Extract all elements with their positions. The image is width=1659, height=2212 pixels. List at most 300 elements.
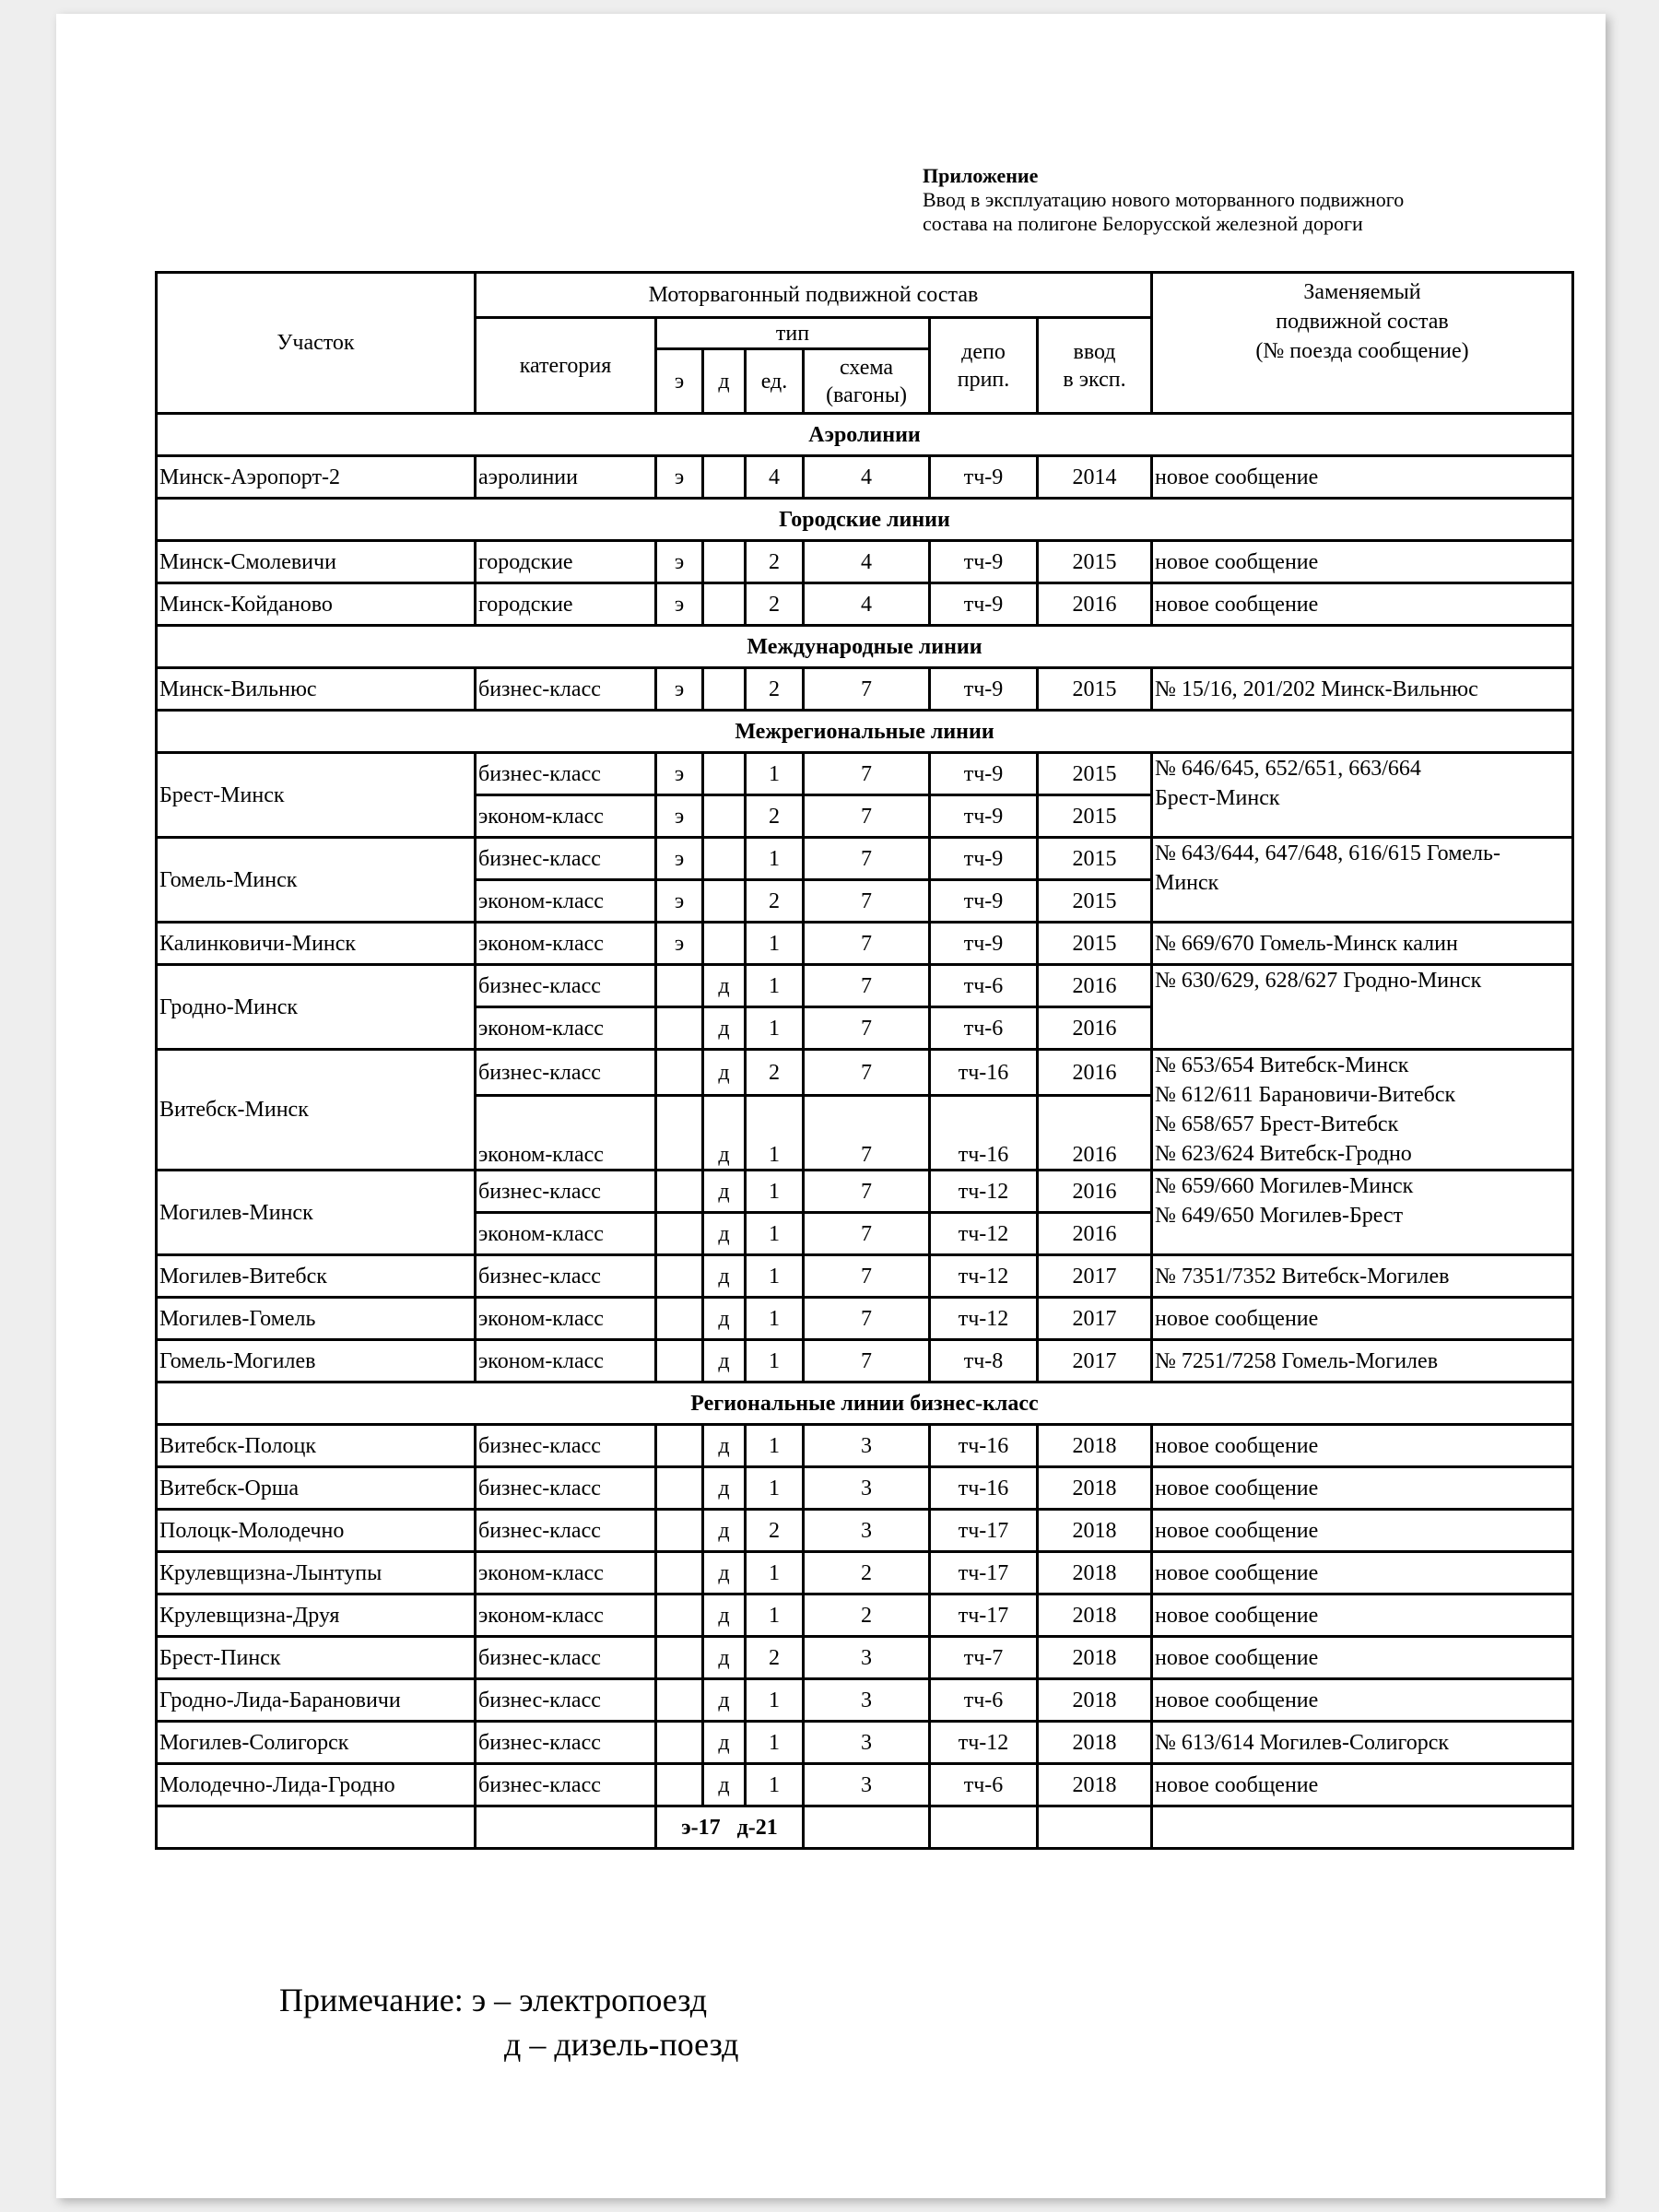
year-cell: 2018 [1038, 1764, 1152, 1806]
units-cell: 1 [746, 838, 804, 880]
scheme-cell: 3 [804, 1764, 930, 1806]
units-cell: 1 [746, 1552, 804, 1594]
header-scheme-line: схема [839, 355, 894, 380]
year-cell: 2018 [1038, 1510, 1152, 1552]
header-scheme-line: (вагоны) [826, 382, 907, 407]
year-cell: 2018 [1038, 1552, 1152, 1594]
year-cell: 2016 [1038, 1213, 1152, 1255]
diesel-cell: д [703, 1340, 746, 1382]
route-cell: Гомель-Могилев [157, 1340, 476, 1382]
units-cell: 2 [746, 795, 804, 838]
header-replaced-line: подвижной состав [1276, 310, 1449, 334]
electric-cell: э [656, 583, 703, 626]
category-cell: бизнес-класс [476, 1171, 656, 1213]
scheme-cell: 7 [804, 923, 930, 965]
table-row [157, 1425, 1573, 1467]
appendix-title: Приложение [923, 164, 1039, 187]
replaced-cell [1152, 1637, 1573, 1679]
header-section: Участок [157, 273, 476, 414]
total-row [157, 1806, 1573, 1849]
scheme-cell: 2 [804, 1552, 930, 1594]
scheme-cell: 7 [804, 1213, 930, 1255]
scheme-cell: 7 [804, 1298, 930, 1340]
replaced-cell [1152, 541, 1573, 583]
depot-cell: тч-9 [930, 668, 1038, 711]
depot-cell: тч-17 [930, 1510, 1038, 1552]
electric-cell [656, 1340, 703, 1382]
table-row [157, 1050, 1573, 1096]
appendix-line-2: состава на полигоне Белорусской железной дороги [923, 212, 1363, 235]
electric-cell [656, 1050, 703, 1096]
replaced-cell [1152, 1722, 1573, 1764]
route-cell: Крулевщизна-Друя [157, 1594, 476, 1637]
units-cell: 1 [746, 1213, 804, 1255]
table-row [157, 541, 1573, 583]
year-cell: 2018 [1038, 1467, 1152, 1510]
replaced-line: № 646/645, 652/651, 663/664 [1155, 757, 1421, 781]
appendix-line-1: Ввод в эксплуатацию нового моторванного подвижного [923, 188, 1405, 211]
total-empty [804, 1806, 930, 1849]
category-cell: эконом-класс [476, 923, 656, 965]
replaced-cell [1152, 1171, 1573, 1255]
header-type: тип [656, 318, 930, 349]
section-row [157, 499, 1573, 541]
electric-cell [656, 1213, 703, 1255]
replaced-line: № 649/650 Могилев-Брест [1155, 1204, 1404, 1228]
table-row [157, 668, 1573, 711]
note-diesel: д – дизель-поезд [504, 2026, 739, 2063]
section-title: Международные линии [157, 626, 1573, 668]
table-row [157, 1467, 1573, 1510]
replaced-line: новое сообщение [1155, 1433, 1319, 1458]
diesel-cell: д [703, 1679, 746, 1722]
scheme-cell: 4 [804, 583, 930, 626]
year-cell: 2014 [1038, 456, 1152, 499]
electric-cell [656, 1594, 703, 1637]
electric-cell [656, 1722, 703, 1764]
year-cell: 2018 [1038, 1722, 1152, 1764]
table-row [157, 456, 1573, 499]
category-cell: бизнес-класс [476, 668, 656, 711]
category-cell: бизнес-класс [476, 1255, 656, 1298]
replaced-cell [1152, 1594, 1573, 1637]
year-cell: 2015 [1038, 541, 1152, 583]
table-row [157, 1637, 1573, 1679]
diesel-cell: д [703, 1467, 746, 1510]
category-cell: эконом-класс [476, 795, 656, 838]
replaced-line: новое сообщение [1155, 1688, 1319, 1712]
year-cell: 2016 [1038, 583, 1152, 626]
units-cell: 1 [746, 923, 804, 965]
category-cell: эконом-класс [476, 1552, 656, 1594]
table-row [157, 1255, 1573, 1298]
electric-cell: э [656, 838, 703, 880]
category-cell: бизнес-класс [476, 1679, 656, 1722]
electric-cell [656, 1255, 703, 1298]
scheme-cell: 7 [804, 1171, 930, 1213]
header-replaced-line: Заменяемый [1303, 280, 1421, 304]
units-cell: 1 [746, 1722, 804, 1764]
scheme-cell: 7 [804, 1096, 930, 1171]
category-cell: бизнес-класс [476, 838, 656, 880]
diesel-cell [703, 923, 746, 965]
route-cell: Гомель-Минск [157, 838, 476, 923]
replaced-line: новое сообщение [1155, 1603, 1319, 1628]
route-cell: Минск-Аэропорт-2 [157, 456, 476, 499]
depot-cell: тч-9 [930, 541, 1038, 583]
diesel-cell: д [703, 1722, 746, 1764]
year-cell: 2017 [1038, 1298, 1152, 1340]
header-rolling-stock: Моторвагонный подвижной состав [476, 273, 1152, 318]
diesel-cell: д [703, 1594, 746, 1637]
units-cell: 1 [746, 965, 804, 1007]
replaced-line: новое сообщение [1155, 592, 1319, 617]
units-cell: 2 [746, 880, 804, 923]
diesel-cell: д [703, 1298, 746, 1340]
note-electric: Примечание: э – электропоезд [279, 1982, 708, 2018]
route-cell: Гродно-Минск [157, 965, 476, 1050]
units-cell: 1 [746, 1096, 804, 1171]
diesel-cell: д [703, 1637, 746, 1679]
year-cell: 2015 [1038, 923, 1152, 965]
diesel-cell [703, 541, 746, 583]
depot-cell: тч-9 [930, 880, 1038, 923]
scheme-cell: 3 [804, 1425, 930, 1467]
depot-cell: тч-9 [930, 795, 1038, 838]
depot-cell: тч-16 [930, 1096, 1038, 1171]
scheme-cell: 3 [804, 1637, 930, 1679]
replaced-line: № 15/16, 201/202 Минск-Вильнюс [1155, 677, 1478, 701]
units-cell: 1 [746, 1171, 804, 1213]
scheme-cell: 7 [804, 753, 930, 795]
table-row [157, 1764, 1573, 1806]
diesel-cell: д [703, 1171, 746, 1213]
replaced-line: новое сообщение [1155, 1645, 1319, 1670]
electric-cell [656, 1764, 703, 1806]
category-cell: бизнес-класс [476, 1637, 656, 1679]
year-cell: 2015 [1038, 795, 1152, 838]
section-title: Межрегиональные линии [157, 711, 1573, 753]
appendix-heading [923, 164, 1404, 236]
section-row [157, 626, 1573, 668]
replaced-line: № 643/644, 647/648, 616/615 Гомель- [1155, 841, 1500, 865]
header-year-line: ввод [1073, 339, 1116, 364]
units-cell: 1 [746, 1679, 804, 1722]
scheme-cell: 7 [804, 1050, 930, 1096]
route-cell: Минск-Смолевичи [157, 541, 476, 583]
category-cell: бизнес-класс [476, 965, 656, 1007]
route-cell: Калинковичи-Минск [157, 923, 476, 965]
category-cell: эконом-класс [476, 1298, 656, 1340]
electric-cell: э [656, 795, 703, 838]
header-year-line: в эксп. [1063, 367, 1126, 392]
table-row [157, 1171, 1573, 1213]
scheme-cell: 7 [804, 838, 930, 880]
category-cell: бизнес-класс [476, 1050, 656, 1096]
replaced-cell [1152, 583, 1573, 626]
scheme-cell: 7 [804, 668, 930, 711]
category-cell: городские [476, 583, 656, 626]
total-empty [476, 1806, 656, 1849]
replaced-line: новое сообщение [1155, 1772, 1319, 1797]
scheme-cell: 4 [804, 541, 930, 583]
depot-cell: тч-8 [930, 1340, 1038, 1382]
replaced-line: № 653/654 Витебск-Минск [1155, 1053, 1409, 1077]
units-cell: 2 [746, 668, 804, 711]
replaced-line: новое сообщение [1155, 1306, 1319, 1331]
table-row [157, 1340, 1573, 1382]
units-cell: 2 [746, 1050, 804, 1096]
category-cell: бизнес-класс [476, 1722, 656, 1764]
diesel-cell [703, 456, 746, 499]
units-cell: 1 [746, 753, 804, 795]
depot-cell: тч-12 [930, 1255, 1038, 1298]
header-replaced-line: (№ поезда сообщение) [1255, 339, 1469, 363]
units-cell: 2 [746, 1510, 804, 1552]
diesel-cell: д [703, 1255, 746, 1298]
replaced-cell [1152, 1050, 1573, 1171]
category-cell: эконом-класс [476, 1213, 656, 1255]
replaced-line: № 658/657 Брест-Витебск [1155, 1112, 1399, 1136]
section-row [157, 414, 1573, 456]
replaced-cell [1152, 1340, 1573, 1382]
depot-cell: тч-12 [930, 1298, 1038, 1340]
scheme-cell: 3 [804, 1722, 930, 1764]
depot-cell: тч-6 [930, 965, 1038, 1007]
depot-cell: тч-16 [930, 1425, 1038, 1467]
replaced-cell [1152, 1298, 1573, 1340]
table-row [157, 838, 1573, 880]
category-cell: эконом-класс [476, 1340, 656, 1382]
replaced-cell [1152, 668, 1573, 711]
table-body [157, 414, 1573, 1849]
replaced-cell [1152, 1764, 1573, 1806]
year-cell: 2018 [1038, 1425, 1152, 1467]
category-cell: бизнес-класс [476, 1764, 656, 1806]
depot-cell: тч-9 [930, 753, 1038, 795]
replaced-cell [1152, 1467, 1573, 1510]
year-cell: 2015 [1038, 880, 1152, 923]
depot-cell: тч-17 [930, 1552, 1038, 1594]
scheme-cell: 3 [804, 1510, 930, 1552]
electric-cell [656, 1679, 703, 1722]
category-cell: бизнес-класс [476, 1510, 656, 1552]
category-cell: эконом-класс [476, 1594, 656, 1637]
depot-cell: тч-9 [930, 838, 1038, 880]
table-row [157, 1298, 1573, 1340]
table-row [157, 1594, 1573, 1637]
electric-cell [656, 1171, 703, 1213]
electric-cell [656, 965, 703, 1007]
route-cell: Витебск-Полоцк [157, 1425, 476, 1467]
replaced-cell [1152, 1510, 1573, 1552]
electric-cell: э [656, 456, 703, 499]
header-year [1038, 318, 1152, 414]
diesel-cell: д [703, 1510, 746, 1552]
units-cell: 4 [746, 456, 804, 499]
diesel-cell: д [703, 1764, 746, 1806]
table-row [157, 965, 1573, 1007]
replaced-line: новое сообщение [1155, 549, 1319, 574]
electric-cell [656, 1637, 703, 1679]
replaced-cell [1152, 753, 1573, 838]
replaced-line: новое сообщение [1155, 1560, 1319, 1585]
units-cell: 2 [746, 583, 804, 626]
route-cell: Могилев-Солигорск [157, 1722, 476, 1764]
year-cell: 2018 [1038, 1637, 1152, 1679]
table-row [157, 1722, 1573, 1764]
year-cell: 2015 [1038, 838, 1152, 880]
electric-cell: э [656, 880, 703, 923]
route-cell: Могилев-Витебск [157, 1255, 476, 1298]
replaced-line: Брест-Минск [1155, 786, 1280, 810]
header-units: ед. [746, 349, 804, 414]
depot-cell: тч-12 [930, 1171, 1038, 1213]
diesel-cell: д [703, 1050, 746, 1096]
diesel-cell: д [703, 1552, 746, 1594]
units-cell: 1 [746, 1255, 804, 1298]
electric-cell [656, 1425, 703, 1467]
diesel-cell [703, 795, 746, 838]
diesel-cell [703, 583, 746, 626]
electric-cell [656, 1096, 703, 1171]
header-electric: э [656, 349, 703, 414]
route-cell: Брест-Минск [157, 753, 476, 838]
replaced-cell [1152, 1425, 1573, 1467]
header-depot-line: депо [961, 339, 1006, 364]
replaced-line: новое сообщение [1155, 1518, 1319, 1543]
units-cell: 1 [746, 1467, 804, 1510]
replaced-line: новое сообщение [1155, 465, 1319, 489]
total-cell: э-17 д-21 [656, 1806, 804, 1849]
table-row [157, 583, 1573, 626]
route-cell: Минск-Вильнюс [157, 668, 476, 711]
year-cell: 2015 [1038, 668, 1152, 711]
route-cell: Могилев-Гомель [157, 1298, 476, 1340]
route-cell: Молодечно-Лида-Гродно [157, 1764, 476, 1806]
diesel-cell: д [703, 1007, 746, 1050]
scheme-cell: 7 [804, 1340, 930, 1382]
replaced-cell [1152, 965, 1573, 1050]
scheme-cell: 7 [804, 795, 930, 838]
electric-cell [656, 1298, 703, 1340]
scheme-cell: 7 [804, 965, 930, 1007]
category-cell: эконом-класс [476, 880, 656, 923]
replaced-line: № 7251/7258 Гомель-Могилев [1155, 1348, 1439, 1373]
replaced-cell [1152, 923, 1573, 965]
header-category: категория [476, 318, 656, 414]
category-cell: бизнес-класс [476, 1425, 656, 1467]
route-cell: Крулевщизна-Лынтупы [157, 1552, 476, 1594]
electric-cell: э [656, 923, 703, 965]
scheme-cell: 7 [804, 1007, 930, 1050]
electric-cell [656, 1467, 703, 1510]
depot-cell: тч-12 [930, 1213, 1038, 1255]
table-row [157, 1510, 1573, 1552]
units-cell: 1 [746, 1594, 804, 1637]
electric-cell [656, 1510, 703, 1552]
scheme-cell: 2 [804, 1594, 930, 1637]
table-row [157, 1552, 1573, 1594]
depot-cell: тч-9 [930, 456, 1038, 499]
section-title: Аэролинии [157, 414, 1573, 456]
units-cell: 1 [746, 1764, 804, 1806]
category-cell: городские [476, 541, 656, 583]
table-row [157, 923, 1573, 965]
replaced-line: № 613/614 Могилев-Солигорск [1155, 1730, 1450, 1755]
diesel-cell: д [703, 1425, 746, 1467]
depot-cell: тч-17 [930, 1594, 1038, 1637]
replaced-cell [1152, 838, 1573, 923]
units-cell: 1 [746, 1340, 804, 1382]
depot-cell: тч-9 [930, 583, 1038, 626]
replaced-line: № 7351/7352 Витебск-Могилев [1155, 1264, 1450, 1288]
electric-cell: э [656, 668, 703, 711]
diesel-cell: д [703, 1096, 746, 1171]
replaced-line: Минск [1155, 871, 1219, 895]
units-cell: 1 [746, 1425, 804, 1467]
units-cell: 1 [746, 1007, 804, 1050]
depot-cell: тч-6 [930, 1007, 1038, 1050]
category-cell: бизнес-класс [476, 753, 656, 795]
total-empty [1152, 1806, 1573, 1849]
depot-cell: тч-12 [930, 1722, 1038, 1764]
replaced-line: новое сообщение [1155, 1476, 1319, 1500]
electric-cell: э [656, 753, 703, 795]
scheme-cell: 3 [804, 1679, 930, 1722]
year-cell: 2016 [1038, 1171, 1152, 1213]
category-cell: бизнес-класс [476, 1467, 656, 1510]
route-cell: Витебск-Минск [157, 1050, 476, 1171]
depot-cell: тч-6 [930, 1764, 1038, 1806]
year-cell: 2017 [1038, 1255, 1152, 1298]
replaced-line: № 669/670 Гомель-Минск калин [1155, 931, 1458, 956]
section-title: Городские линии [157, 499, 1573, 541]
rolling-stock-table [155, 271, 1574, 1850]
route-cell: Витебск-Орша [157, 1467, 476, 1510]
diesel-cell [703, 838, 746, 880]
header-depot [930, 318, 1038, 414]
depot-cell: тч-16 [930, 1050, 1038, 1096]
diesel-cell: д [703, 965, 746, 1007]
scheme-cell: 4 [804, 456, 930, 499]
section-row [157, 1382, 1573, 1425]
diesel-cell [703, 880, 746, 923]
header-depot-line: прип. [957, 367, 1010, 392]
year-cell: 2016 [1038, 1096, 1152, 1171]
electric-cell: э [656, 541, 703, 583]
units-cell: 2 [746, 541, 804, 583]
year-cell: 2016 [1038, 1050, 1152, 1096]
route-cell: Гродно-Лида-Барановичи [157, 1679, 476, 1722]
replaced-line: № 623/624 Витебск-Гродно [1155, 1142, 1412, 1166]
replaced-cell [1152, 1255, 1573, 1298]
route-cell: Минск-Койданово [157, 583, 476, 626]
category-cell: эконом-класс [476, 1007, 656, 1050]
table-row [157, 753, 1573, 795]
year-cell: 2017 [1038, 1340, 1152, 1382]
scheme-cell: 7 [804, 1255, 930, 1298]
section-title: Региональные линии бизнес-класс [157, 1382, 1573, 1425]
replaced-cell [1152, 1552, 1573, 1594]
diesel-cell [703, 668, 746, 711]
depot-cell: тч-6 [930, 1679, 1038, 1722]
electric-cell [656, 1552, 703, 1594]
year-cell: 2016 [1038, 965, 1152, 1007]
scheme-cell: 7 [804, 880, 930, 923]
total-empty [930, 1806, 1038, 1849]
units-cell: 2 [746, 1637, 804, 1679]
